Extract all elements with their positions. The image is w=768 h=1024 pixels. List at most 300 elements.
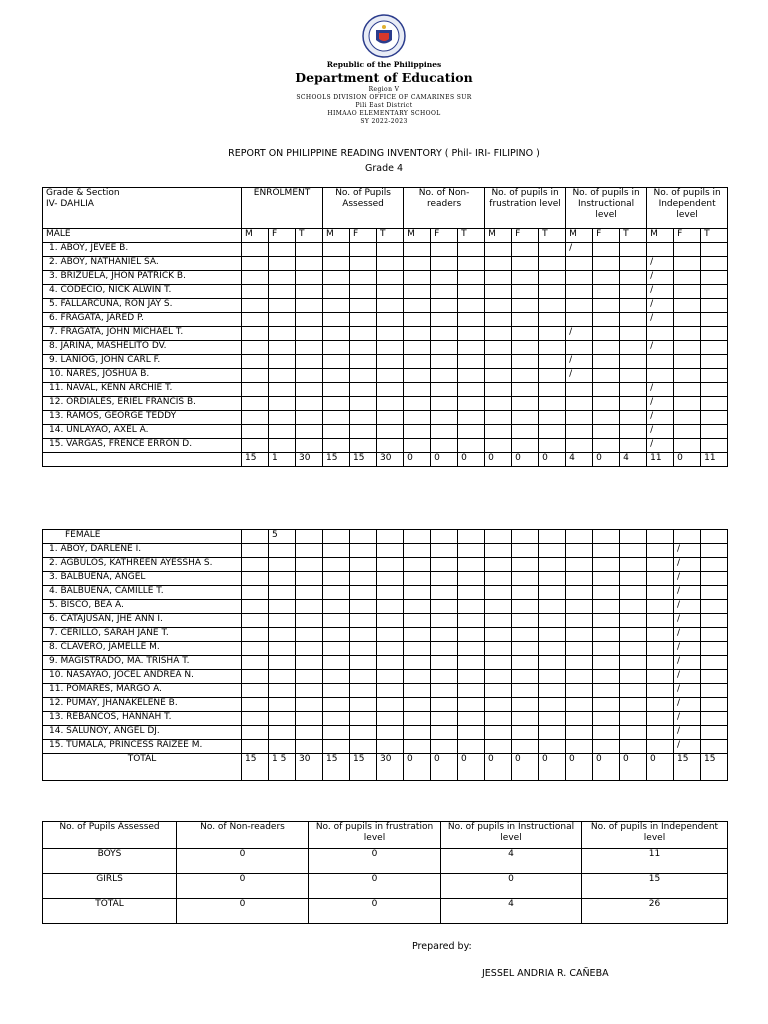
empty-cell (512, 600, 539, 614)
empty-cell (485, 586, 512, 600)
empty-cell (296, 586, 323, 600)
independent-mark: / (674, 614, 701, 628)
sub-header-m: M (323, 229, 350, 243)
empty-cell (701, 355, 728, 369)
table-row (43, 327, 728, 341)
empty-cell (674, 383, 701, 397)
empty-cell (566, 726, 593, 740)
empty-cell (701, 439, 728, 453)
empty-cell (269, 726, 296, 740)
empty-cell (323, 656, 350, 670)
empty-cell (458, 369, 485, 383)
table-row (43, 299, 728, 313)
empty-cell (323, 271, 350, 285)
empty-cell (539, 684, 566, 698)
empty-cell (242, 670, 269, 684)
empty-cell (539, 355, 566, 369)
empty-cell (485, 341, 512, 355)
empty-cell (431, 397, 458, 411)
sub-header-t: T (701, 229, 728, 243)
summary-header: No. of Non-readers (177, 822, 309, 849)
empty-cell (620, 726, 647, 740)
empty-cell (458, 558, 485, 572)
sub-header-m: M (566, 229, 593, 243)
empty-cell (242, 530, 269, 544)
empty-cell (539, 614, 566, 628)
empty-cell (350, 313, 377, 327)
group-header: No. of pupils in frustration level (485, 188, 566, 229)
empty-cell (485, 271, 512, 285)
empty-cell (620, 544, 647, 558)
instructional-mark: / (566, 327, 593, 341)
pupil-name: 15. VARGAS, FRENCE ERRON D. (43, 439, 242, 453)
empty-cell (539, 271, 566, 285)
empty-cell (566, 530, 593, 544)
total-value: 0 (539, 453, 566, 467)
pupil-name: 13. REBANCOS, HANNAH T. (43, 712, 242, 726)
empty-cell (350, 530, 377, 544)
empty-cell (485, 712, 512, 726)
empty-cell (431, 656, 458, 670)
instructional-mark (566, 257, 593, 271)
empty-cell (431, 740, 458, 754)
empty-cell (701, 572, 728, 586)
empty-cell (620, 530, 647, 544)
total-label: TOTAL (43, 754, 242, 781)
empty-cell (620, 243, 647, 257)
empty-cell (242, 327, 269, 341)
empty-cell (620, 257, 647, 271)
sub-header-m: M (485, 229, 512, 243)
empty-cell (431, 313, 458, 327)
empty-cell (512, 572, 539, 586)
empty-cell (485, 684, 512, 698)
total-value: 0 (593, 453, 620, 467)
deped-seal (362, 14, 406, 58)
empty-cell (620, 439, 647, 453)
empty-cell (512, 411, 539, 425)
empty-cell (566, 642, 593, 656)
sub-header-t: T (539, 229, 566, 243)
empty-cell (647, 614, 674, 628)
empty-cell (674, 397, 701, 411)
empty-cell (431, 544, 458, 558)
empty-cell (539, 285, 566, 299)
empty-cell (404, 572, 431, 586)
empty-cell (701, 544, 728, 558)
empty-cell (593, 397, 620, 411)
empty-cell (377, 684, 404, 698)
total-value: 15 (323, 754, 350, 781)
empty-cell (512, 313, 539, 327)
empty-cell (296, 313, 323, 327)
pupil-name: 5. FALLARCUNA, RON JAY S. (43, 299, 242, 313)
empty-cell (269, 369, 296, 383)
empty-cell (458, 327, 485, 341)
empty-cell (377, 614, 404, 628)
empty-cell (269, 642, 296, 656)
table-row (43, 271, 728, 285)
empty-cell (269, 698, 296, 712)
empty-cell (458, 425, 485, 439)
pupil-name: 7. CERILLO, SARAH JANE T. (43, 628, 242, 642)
female-label: FEMALE (43, 530, 242, 544)
empty-cell (566, 572, 593, 586)
empty-cell (674, 257, 701, 271)
empty-cell (701, 313, 728, 327)
empty-cell (593, 726, 620, 740)
empty-cell (404, 355, 431, 369)
pupil-name: 14. SALUNOY, ANGEL DJ. (43, 726, 242, 740)
empty-cell (269, 243, 296, 257)
summary-table (42, 821, 728, 924)
empty-cell (512, 698, 539, 712)
empty-cell (566, 544, 593, 558)
empty-cell (485, 355, 512, 369)
empty-cell (404, 600, 431, 614)
empty-cell (404, 257, 431, 271)
empty-cell (431, 642, 458, 656)
empty-cell (431, 558, 458, 572)
empty-cell (296, 740, 323, 754)
empty-cell (350, 740, 377, 754)
empty-cell (242, 614, 269, 628)
table-row (43, 313, 728, 327)
empty-cell (620, 355, 647, 369)
empty-cell (701, 698, 728, 712)
empty-cell (539, 628, 566, 642)
empty-cell (620, 383, 647, 397)
independent-mark: / (674, 558, 701, 572)
table-row (43, 642, 728, 656)
total-value: 15 (350, 754, 377, 781)
empty-cell (323, 257, 350, 271)
table-row (43, 383, 728, 397)
pupil-name: 8. CLAVERO, JAMELLE M. (43, 642, 242, 656)
empty-cell (593, 341, 620, 355)
sub-header-m: M (647, 229, 674, 243)
table-row (43, 411, 728, 425)
table-row (43, 558, 728, 572)
empty-cell (404, 642, 431, 656)
empty-cell (377, 712, 404, 726)
empty-cell (242, 425, 269, 439)
empty-cell (269, 411, 296, 425)
total-value: 0 (458, 453, 485, 467)
empty-cell (620, 558, 647, 572)
table-row (43, 257, 728, 271)
independent-mark: / (674, 586, 701, 600)
empty-cell (296, 544, 323, 558)
pupil-name: 3. BRIZUELA, JHON PATRICK B. (43, 271, 242, 285)
empty-cell (350, 425, 377, 439)
empty-cell (593, 642, 620, 656)
total-value: 4 (566, 453, 593, 467)
empty-cell (701, 425, 728, 439)
empty-cell (296, 712, 323, 726)
pupil-name: 11. NAVAL, KENN ARCHIE T. (43, 383, 242, 397)
table-row (43, 355, 728, 369)
empty-cell (458, 313, 485, 327)
empty-cell (269, 670, 296, 684)
summary-value: 0 (177, 874, 309, 899)
empty-cell (242, 656, 269, 670)
empty-cell (701, 397, 728, 411)
empty-cell (674, 355, 701, 369)
empty-cell (593, 369, 620, 383)
table-row (43, 670, 728, 684)
empty-cell (431, 684, 458, 698)
empty-cell (377, 313, 404, 327)
empty-cell (458, 257, 485, 271)
empty-cell (620, 642, 647, 656)
empty-cell (269, 313, 296, 327)
empty-cell (269, 712, 296, 726)
empty-cell (485, 285, 512, 299)
empty-cell (566, 628, 593, 642)
empty-cell (566, 712, 593, 726)
empty-cell (647, 712, 674, 726)
empty-cell (431, 383, 458, 397)
empty-cell (620, 285, 647, 299)
empty-cell (458, 341, 485, 355)
independent-mark: / (674, 726, 701, 740)
empty-cell (647, 558, 674, 572)
instructional-mark: / (566, 355, 593, 369)
empty-cell (512, 355, 539, 369)
empty-cell (377, 271, 404, 285)
summary-value: 15 (582, 874, 728, 899)
empty-cell (593, 586, 620, 600)
empty-cell (620, 740, 647, 754)
empty-cell (512, 712, 539, 726)
independent-mark: / (674, 656, 701, 670)
empty-cell (269, 299, 296, 313)
empty-cell (512, 558, 539, 572)
empty-cell (620, 684, 647, 698)
independent-mark: / (674, 544, 701, 558)
empty-cell (539, 586, 566, 600)
independent-mark: / (674, 698, 701, 712)
male-table (42, 187, 728, 467)
independent-mark: / (674, 642, 701, 656)
empty-cell (485, 600, 512, 614)
empty-cell (620, 712, 647, 726)
sub-header-f: F (431, 229, 458, 243)
empty-cell (485, 698, 512, 712)
empty-cell (458, 628, 485, 642)
empty-cell (377, 299, 404, 313)
independent-mark: / (674, 628, 701, 642)
empty-cell (512, 628, 539, 642)
total-value: 0 (404, 754, 431, 781)
empty-cell (701, 243, 728, 257)
empty-cell (296, 726, 323, 740)
instructional-mark (566, 341, 593, 355)
summary-value: 0 (177, 849, 309, 874)
total-value: 15 (674, 754, 701, 781)
empty-cell (701, 614, 728, 628)
empty-cell (323, 628, 350, 642)
group-header: No. of pupils in Instructional level (566, 188, 647, 229)
pupil-name: 6. FRAGATA, JARED P. (43, 313, 242, 327)
empty-cell (620, 369, 647, 383)
empty-cell (404, 327, 431, 341)
empty-cell (512, 670, 539, 684)
empty-cell (296, 383, 323, 397)
summary-value: 0 (309, 849, 441, 874)
empty-cell (296, 656, 323, 670)
summary-value: 26 (582, 899, 728, 924)
empty-cell (458, 572, 485, 586)
empty-cell (431, 726, 458, 740)
empty-cell (323, 327, 350, 341)
empty-cell (458, 712, 485, 726)
empty-cell (701, 411, 728, 425)
empty-cell (431, 439, 458, 453)
empty-cell (458, 586, 485, 600)
department-name: Department of Education (295, 70, 473, 85)
empty-cell (431, 257, 458, 271)
empty-cell (701, 600, 728, 614)
summary-header-row (43, 822, 728, 849)
empty-cell (593, 285, 620, 299)
empty-cell (620, 425, 647, 439)
division: SCHOOLS DIVISION OFFICE OF CAMARINES SUR (296, 94, 472, 101)
empty-cell (404, 313, 431, 327)
empty-cell (377, 530, 404, 544)
empty-cell (485, 740, 512, 754)
empty-cell (323, 341, 350, 355)
empty-cell (620, 341, 647, 355)
empty-cell (701, 628, 728, 642)
instructional-mark (566, 411, 593, 425)
total-value: 15 (242, 453, 269, 467)
instructional-mark: / (566, 369, 593, 383)
total-value: 11 (701, 453, 728, 467)
empty-cell (377, 439, 404, 453)
empty-cell (701, 327, 728, 341)
empty-cell (512, 243, 539, 257)
table-row (43, 341, 728, 355)
independent-mark: / (674, 684, 701, 698)
empty-cell (458, 383, 485, 397)
empty-cell (458, 684, 485, 698)
empty-cell (431, 572, 458, 586)
pupil-name: 12. ORDIALES, ERIEL FRANCIS B. (43, 397, 242, 411)
empty-cell (350, 558, 377, 572)
summary-value: 0 (441, 874, 582, 899)
empty-cell (296, 285, 323, 299)
sub-header-t: T (377, 229, 404, 243)
empty-cell (485, 411, 512, 425)
empty-cell (296, 411, 323, 425)
empty-cell (431, 628, 458, 642)
empty-cell (296, 327, 323, 341)
group-header: ENROLMENT (242, 188, 323, 229)
empty-cell (539, 243, 566, 257)
empty-cell (701, 656, 728, 670)
empty-cell (242, 642, 269, 656)
summary-row (43, 874, 728, 899)
empty-cell (404, 656, 431, 670)
instructional-mark (566, 439, 593, 453)
empty-cell (350, 642, 377, 656)
empty-cell (404, 369, 431, 383)
empty-cell (701, 740, 728, 754)
empty-cell (350, 411, 377, 425)
empty-cell (323, 670, 350, 684)
empty-cell (512, 530, 539, 544)
empty-cell (566, 740, 593, 754)
empty-cell (377, 411, 404, 425)
empty-cell (323, 642, 350, 656)
empty-cell (485, 656, 512, 670)
group-header: No. of Pupils Assessed (323, 188, 404, 229)
empty-cell (674, 411, 701, 425)
empty-cell (350, 698, 377, 712)
empty-cell (647, 684, 674, 698)
empty-cell (431, 271, 458, 285)
total-value: 15 (701, 754, 728, 781)
empty-cell (377, 558, 404, 572)
empty-cell (350, 369, 377, 383)
empty-cell (539, 698, 566, 712)
total-value: 4 (620, 453, 647, 467)
total-value: 30 (296, 453, 323, 467)
empty-cell (242, 712, 269, 726)
empty-cell (431, 243, 458, 257)
empty-cell (296, 628, 323, 642)
instructional-mark (566, 397, 593, 411)
independent-mark (647, 243, 674, 257)
empty-cell (404, 628, 431, 642)
independent-mark: / (647, 285, 674, 299)
total-value: 0 (431, 754, 458, 781)
total-value: 0 (431, 453, 458, 467)
independent-mark: / (647, 397, 674, 411)
table-row (43, 572, 728, 586)
table-row (43, 656, 728, 670)
empty-cell (593, 544, 620, 558)
independent-mark (647, 355, 674, 369)
school-name: HIMAAO ELEMENTARY SCHOOL (327, 110, 441, 117)
empty-cell (620, 614, 647, 628)
empty-cell (350, 712, 377, 726)
empty-cell (539, 383, 566, 397)
empty-cell (350, 257, 377, 271)
independent-mark: / (647, 313, 674, 327)
summary-header: No. of pupils in frustration level (309, 822, 441, 849)
empty-cell (350, 572, 377, 586)
total-value: 30 (377, 754, 404, 781)
empty-cell (377, 740, 404, 754)
empty-cell (647, 530, 674, 544)
empty-cell (701, 383, 728, 397)
total-value: 15 (323, 453, 350, 467)
empty-cell (242, 271, 269, 285)
empty-cell (404, 544, 431, 558)
total-value: 0 (647, 754, 674, 781)
empty-cell (620, 299, 647, 313)
empty-cell (701, 558, 728, 572)
empty-cell (269, 558, 296, 572)
empty-cell (593, 614, 620, 628)
empty-cell (269, 425, 296, 439)
empty-cell (593, 425, 620, 439)
sub-header-t: T (620, 229, 647, 243)
empty-cell (269, 614, 296, 628)
